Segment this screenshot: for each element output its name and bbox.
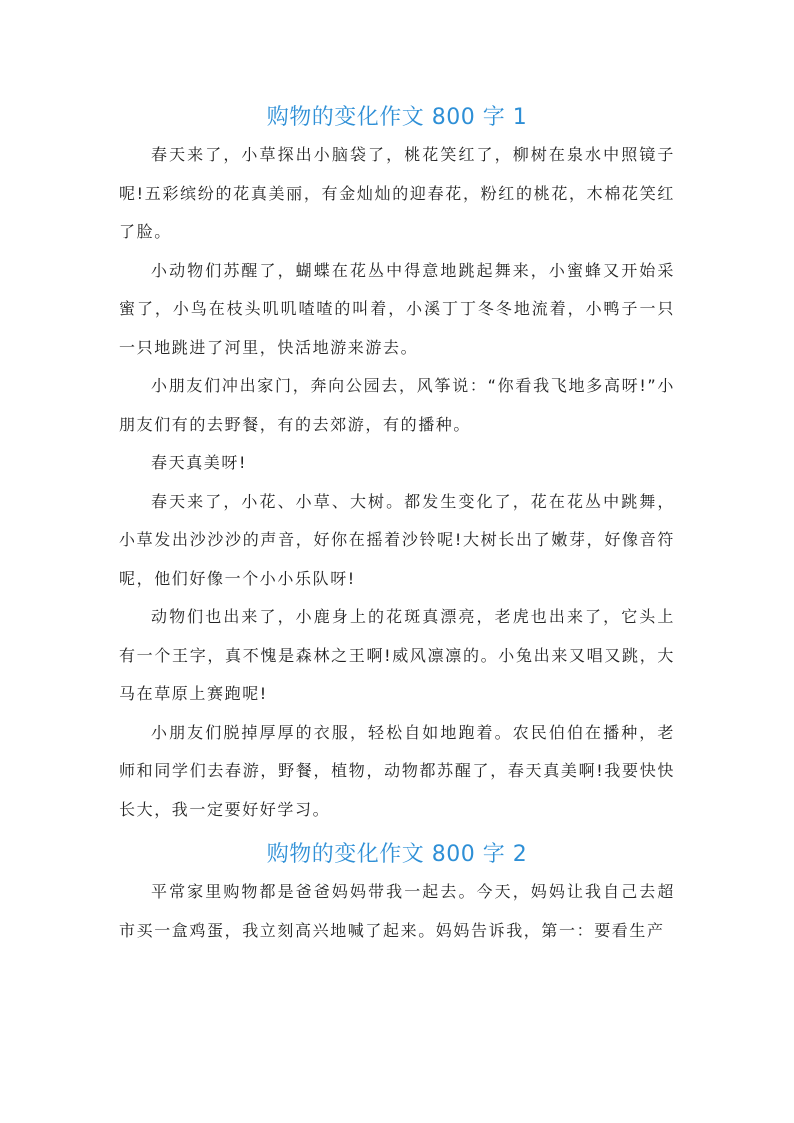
paragraph: 小朋友们冲出家门，奔向公园去，风筝说：“你看我飞地多高呀!”小朋友们有的去野餐，有的去郊游，有的播种。 xyxy=(119,376,675,434)
paragraph: 春天来了，小花、小草、大树。都发生变化了，花在花丛中跳舞，小草发出沙沙沙的声音，好你在摇着沙铃呢!大树长出了嫩芽，好像音符呢，他们好像一个小小乐队呀! xyxy=(119,491,675,588)
paragraph: 小朋友们脱掉厚厚的衣服，轻松自如地跑着。农民伯伯在播种，老师和同学们去春游，野餐，植物，动物都苏醒了，春天真美啊!我要快快长大，我一定要好好学习。 xyxy=(119,722,675,819)
paragraph: 平常家里购物都是爸爸妈妈带我一起去。今天，妈妈让我自己去超市买一盒鸡蛋，我立刻高兴地喊了起来。妈妈告诉我，第一：要看生产 xyxy=(119,882,675,940)
paragraph: 动物们也出来了，小鹿身上的花斑真漂亮，老虎也出来了，它头上有一个王字，真不愧是森林之王啊!威风凛凛的。小兔出来又唱又跳，大马在草原上赛跑呢! xyxy=(119,607,675,703)
section-title-2: 购物的变化作文 800 字 2 xyxy=(266,842,528,867)
paragraph: 春天来了，小草探出小脑袋了，桃花笑红了，柳树在泉水中照镜子呢!五彩缤纷的花真美丽，有金灿灿的迎春花，粉红的桃花，木棉花笑红了脸。 xyxy=(119,145,675,241)
paragraph: 春天真美呀! xyxy=(151,453,248,472)
document-body xyxy=(119,100,675,950)
section-title-1: 购物的变化作文 800 字 1 xyxy=(266,105,528,130)
paragraph: 小动物们苏醒了，蝴蝶在花丛中得意地跳起舞来，小蜜蜂又开始采蜜了，小鸟在枝头叽叽喳喳的叫着，小溪丁丁冬冬地流着，小鸭子一只一只地跳进了河里，快活地游来游去。 xyxy=(119,260,675,357)
